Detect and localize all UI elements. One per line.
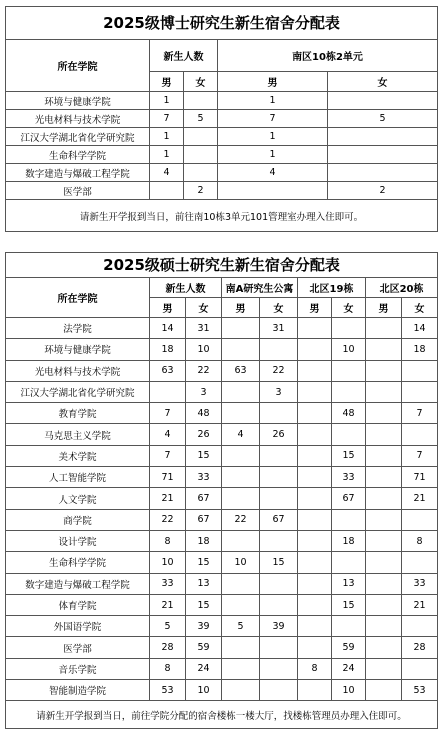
cell-value <box>298 360 332 381</box>
college-name: 环境与健康学院 <box>6 339 150 360</box>
cell-value <box>328 128 438 146</box>
cell-value: 10 <box>222 552 260 573</box>
cell-value: 2 <box>184 182 218 200</box>
cell-value: 21 <box>150 594 186 615</box>
phd-checkin-note: 请新生开学报到当日，前往南10栋3单元101管理室办理入住即可。 <box>6 200 438 232</box>
cell-value: 14 <box>402 318 438 339</box>
cell-value <box>184 128 218 146</box>
table-row <box>6 92 438 110</box>
cell-value: 33 <box>402 573 438 594</box>
cell-value: 1 <box>150 128 184 146</box>
cell-value <box>184 164 218 182</box>
cell-value <box>298 403 332 424</box>
cell-value: 5 <box>184 110 218 128</box>
cell-value <box>366 403 402 424</box>
cell-value: 31 <box>186 318 222 339</box>
cell-value <box>260 594 298 615</box>
college-name: 马克思主义学院 <box>6 424 150 445</box>
cell-value: 63 <box>150 360 186 381</box>
cell-value: 10 <box>186 339 222 360</box>
cell-value <box>260 658 298 679</box>
college-name: 江汉大学湖北省化学研究院 <box>6 381 150 402</box>
cell-value <box>222 445 260 466</box>
cell-value: 26 <box>260 424 298 445</box>
cell-value <box>332 616 366 637</box>
table-row <box>6 110 438 128</box>
cell-value: 7 <box>218 110 328 128</box>
cell-value: 7 <box>150 403 186 424</box>
cell-value <box>366 318 402 339</box>
table-row <box>6 488 438 509</box>
cell-value <box>332 552 366 573</box>
phd-col-south-female: 女 <box>328 72 438 92</box>
cell-value <box>222 637 260 658</box>
college-name: 智能制造学院 <box>6 680 150 701</box>
table-row <box>6 318 438 339</box>
college-name: 环境与健康学院 <box>6 92 150 110</box>
college-name: 教育学院 <box>6 403 150 424</box>
cell-value: 4 <box>222 424 260 445</box>
cell-value: 7 <box>150 445 186 466</box>
cell-value <box>222 530 260 551</box>
phd-col-male: 男 <box>150 72 184 92</box>
college-name: 光电材料与技术学院 <box>6 360 150 381</box>
cell-value <box>260 573 298 594</box>
cell-value: 2 <box>328 182 438 200</box>
cell-value: 5 <box>328 110 438 128</box>
cell-value: 39 <box>260 616 298 637</box>
cell-value <box>402 616 438 637</box>
master-allocation-table <box>5 252 437 729</box>
cell-value <box>260 467 298 488</box>
table-row <box>6 552 438 573</box>
cell-value <box>260 530 298 551</box>
cell-value: 59 <box>186 637 222 658</box>
cell-value: 8 <box>150 530 186 551</box>
cell-value <box>402 509 438 530</box>
cell-value: 8 <box>150 658 186 679</box>
cell-value: 13 <box>332 573 366 594</box>
cell-value <box>222 381 260 402</box>
cell-value: 18 <box>186 530 222 551</box>
cell-value: 15 <box>186 445 222 466</box>
cell-value: 8 <box>402 530 438 551</box>
master-col-north-19: 北区19栋 <box>298 278 366 298</box>
college-name: 光电材料与技术学院 <box>6 110 150 128</box>
college-name: 数字建造与爆破工程学院 <box>6 573 150 594</box>
cell-value: 13 <box>186 573 222 594</box>
cell-value: 21 <box>402 594 438 615</box>
cell-value: 1 <box>150 92 184 110</box>
cell-value: 53 <box>150 680 186 701</box>
phd-col-college: 所在学院 <box>6 40 150 92</box>
college-name: 体育学院 <box>6 594 150 615</box>
phd-col-new-students: 新生人数 <box>150 40 218 72</box>
cell-value <box>260 488 298 509</box>
master-col-male: 男 <box>366 298 402 318</box>
cell-value: 33 <box>332 467 366 488</box>
cell-value <box>298 530 332 551</box>
college-name: 医学部 <box>6 182 150 200</box>
table-row <box>6 594 438 615</box>
college-name: 法学院 <box>6 318 150 339</box>
cell-value: 10 <box>186 680 222 701</box>
cell-value <box>298 339 332 360</box>
cell-value: 15 <box>332 594 366 615</box>
cell-value: 10 <box>332 339 366 360</box>
table-row <box>6 573 438 594</box>
cell-value <box>260 637 298 658</box>
cell-value <box>222 658 260 679</box>
cell-value <box>366 509 402 530</box>
cell-value <box>150 381 186 402</box>
cell-value: 14 <box>150 318 186 339</box>
cell-value <box>328 92 438 110</box>
cell-value: 1 <box>218 92 328 110</box>
table-row <box>6 146 438 164</box>
cell-value: 1 <box>218 146 328 164</box>
cell-value: 59 <box>332 637 366 658</box>
cell-value: 39 <box>186 616 222 637</box>
cell-value: 67 <box>332 488 366 509</box>
phd-allocation-table <box>5 6 437 232</box>
table-row <box>6 445 438 466</box>
master-col-south-a: 南A研究生公寓 <box>222 278 298 298</box>
cell-value <box>222 467 260 488</box>
table-row <box>6 381 438 402</box>
cell-value: 5 <box>150 616 186 637</box>
cell-value: 15 <box>186 594 222 615</box>
table-row <box>6 128 438 146</box>
table-row <box>6 467 438 488</box>
cell-value: 4 <box>150 164 184 182</box>
cell-value <box>366 680 402 701</box>
cell-value <box>298 552 332 573</box>
cell-value <box>332 509 366 530</box>
table-row <box>6 530 438 551</box>
cell-value <box>366 573 402 594</box>
cell-value <box>298 424 332 445</box>
cell-value: 67 <box>186 488 222 509</box>
cell-value: 28 <box>150 637 186 658</box>
cell-value: 15 <box>186 552 222 573</box>
cell-value <box>222 488 260 509</box>
cell-value: 24 <box>186 658 222 679</box>
cell-value: 67 <box>186 509 222 530</box>
cell-value <box>366 552 402 573</box>
cell-value: 3 <box>186 381 222 402</box>
cell-value <box>222 573 260 594</box>
cell-value <box>260 445 298 466</box>
cell-value: 4 <box>150 424 186 445</box>
college-name: 数字建造与爆破工程学院 <box>6 164 150 182</box>
cell-value <box>298 488 332 509</box>
master-rows <box>6 318 438 701</box>
table-row <box>6 658 438 679</box>
table-row <box>6 424 438 445</box>
cell-value: 4 <box>218 164 328 182</box>
cell-value <box>298 573 332 594</box>
cell-value <box>366 658 402 679</box>
cell-value <box>298 637 332 658</box>
master-checkin-note: 请新生开学报到当日，前往学院分配的宿舍楼栋一楼大厅，找楼栋管理员办理入住即可。 <box>6 701 438 729</box>
cell-value <box>402 658 438 679</box>
cell-value: 15 <box>332 445 366 466</box>
cell-value: 10 <box>150 552 186 573</box>
table-row <box>6 360 438 381</box>
college-name: 商学院 <box>6 509 150 530</box>
cell-value <box>222 680 260 701</box>
cell-value <box>332 381 366 402</box>
master-col-female: 女 <box>186 298 222 318</box>
cell-value: 21 <box>402 488 438 509</box>
phd-col-south-building: 南区10栋2单元 <box>218 40 438 72</box>
college-name: 设计学院 <box>6 530 150 551</box>
phd-table <box>5 6 438 232</box>
college-name: 人工智能学院 <box>6 467 150 488</box>
cell-value <box>402 552 438 573</box>
cell-value: 28 <box>402 637 438 658</box>
college-name: 江汉大学湖北省化学研究院 <box>6 128 150 146</box>
cell-value <box>402 424 438 445</box>
cell-value <box>366 637 402 658</box>
cell-value <box>298 381 332 402</box>
cell-value: 10 <box>332 680 366 701</box>
master-col-female: 女 <box>332 298 366 318</box>
college-name: 音乐学院 <box>6 658 150 679</box>
cell-value <box>332 360 366 381</box>
college-name: 生命科学学院 <box>6 552 150 573</box>
cell-value <box>366 594 402 615</box>
cell-value <box>366 445 402 466</box>
college-name: 人文学院 <box>6 488 150 509</box>
master-col-female: 女 <box>402 298 438 318</box>
table-row <box>6 164 438 182</box>
table-row <box>6 616 438 637</box>
cell-value <box>366 381 402 402</box>
master-col-female: 女 <box>260 298 298 318</box>
college-name: 美术学院 <box>6 445 150 466</box>
table-row <box>6 182 438 200</box>
cell-value <box>366 339 402 360</box>
cell-value <box>298 616 332 637</box>
cell-value <box>332 318 366 339</box>
college-name: 外国语学院 <box>6 616 150 637</box>
master-table-title: 2025级硕士研究生新生宿舍分配表 <box>6 253 438 278</box>
cell-value: 18 <box>402 339 438 360</box>
table-row <box>6 637 438 658</box>
cell-value <box>260 680 298 701</box>
phd-table-title: 2025级博士研究生新生宿舍分配表 <box>6 7 438 40</box>
cell-value <box>222 594 260 615</box>
phd-col-female: 女 <box>184 72 218 92</box>
master-col-college: 所在学院 <box>6 278 150 318</box>
cell-value: 26 <box>186 424 222 445</box>
cell-value <box>402 360 438 381</box>
cell-value: 22 <box>260 360 298 381</box>
cell-value: 33 <box>150 573 186 594</box>
cell-value: 7 <box>402 403 438 424</box>
cell-value: 7 <box>402 445 438 466</box>
cell-value <box>366 488 402 509</box>
cell-value: 8 <box>298 658 332 679</box>
cell-value: 15 <box>260 552 298 573</box>
master-col-male: 男 <box>150 298 186 318</box>
cell-value: 3 <box>260 381 298 402</box>
cell-value <box>366 424 402 445</box>
cell-value: 1 <box>150 146 184 164</box>
cell-value <box>366 530 402 551</box>
cell-value: 67 <box>260 509 298 530</box>
cell-value <box>222 403 260 424</box>
cell-value: 18 <box>332 530 366 551</box>
cell-value: 63 <box>222 360 260 381</box>
cell-value <box>298 680 332 701</box>
table-row <box>6 403 438 424</box>
cell-value <box>298 445 332 466</box>
master-col-male: 男 <box>298 298 332 318</box>
cell-value: 71 <box>150 467 186 488</box>
master-col-male: 男 <box>222 298 260 318</box>
cell-value: 22 <box>150 509 186 530</box>
cell-value <box>298 594 332 615</box>
college-name: 医学部 <box>6 637 150 658</box>
cell-value <box>184 92 218 110</box>
college-name: 生命科学学院 <box>6 146 150 164</box>
cell-value <box>402 381 438 402</box>
cell-value <box>218 182 328 200</box>
master-table <box>5 252 438 729</box>
cell-value: 22 <box>186 360 222 381</box>
cell-value: 31 <box>260 318 298 339</box>
cell-value <box>366 467 402 488</box>
cell-value: 24 <box>332 658 366 679</box>
cell-value <box>366 360 402 381</box>
phd-col-south-male: 男 <box>218 72 328 92</box>
cell-value: 22 <box>222 509 260 530</box>
cell-value <box>328 164 438 182</box>
cell-value <box>260 403 298 424</box>
cell-value: 48 <box>332 403 366 424</box>
master-col-north-20: 北区20栋 <box>366 278 438 298</box>
cell-value <box>298 467 332 488</box>
cell-value <box>150 182 184 200</box>
cell-value: 71 <box>402 467 438 488</box>
cell-value: 7 <box>150 110 184 128</box>
cell-value <box>298 318 332 339</box>
cell-value <box>332 424 366 445</box>
cell-value: 53 <box>402 680 438 701</box>
cell-value: 5 <box>222 616 260 637</box>
master-col-new-students: 新生人数 <box>150 278 222 298</box>
cell-value <box>366 616 402 637</box>
cell-value: 48 <box>186 403 222 424</box>
table-row <box>6 680 438 701</box>
cell-value <box>328 146 438 164</box>
cell-value <box>298 509 332 530</box>
table-row <box>6 339 438 360</box>
cell-value: 18 <box>150 339 186 360</box>
cell-value: 21 <box>150 488 186 509</box>
table-row <box>6 509 438 530</box>
cell-value: 1 <box>218 128 328 146</box>
cell-value: 33 <box>186 467 222 488</box>
cell-value <box>222 339 260 360</box>
cell-value <box>260 339 298 360</box>
cell-value <box>222 318 260 339</box>
cell-value <box>184 146 218 164</box>
